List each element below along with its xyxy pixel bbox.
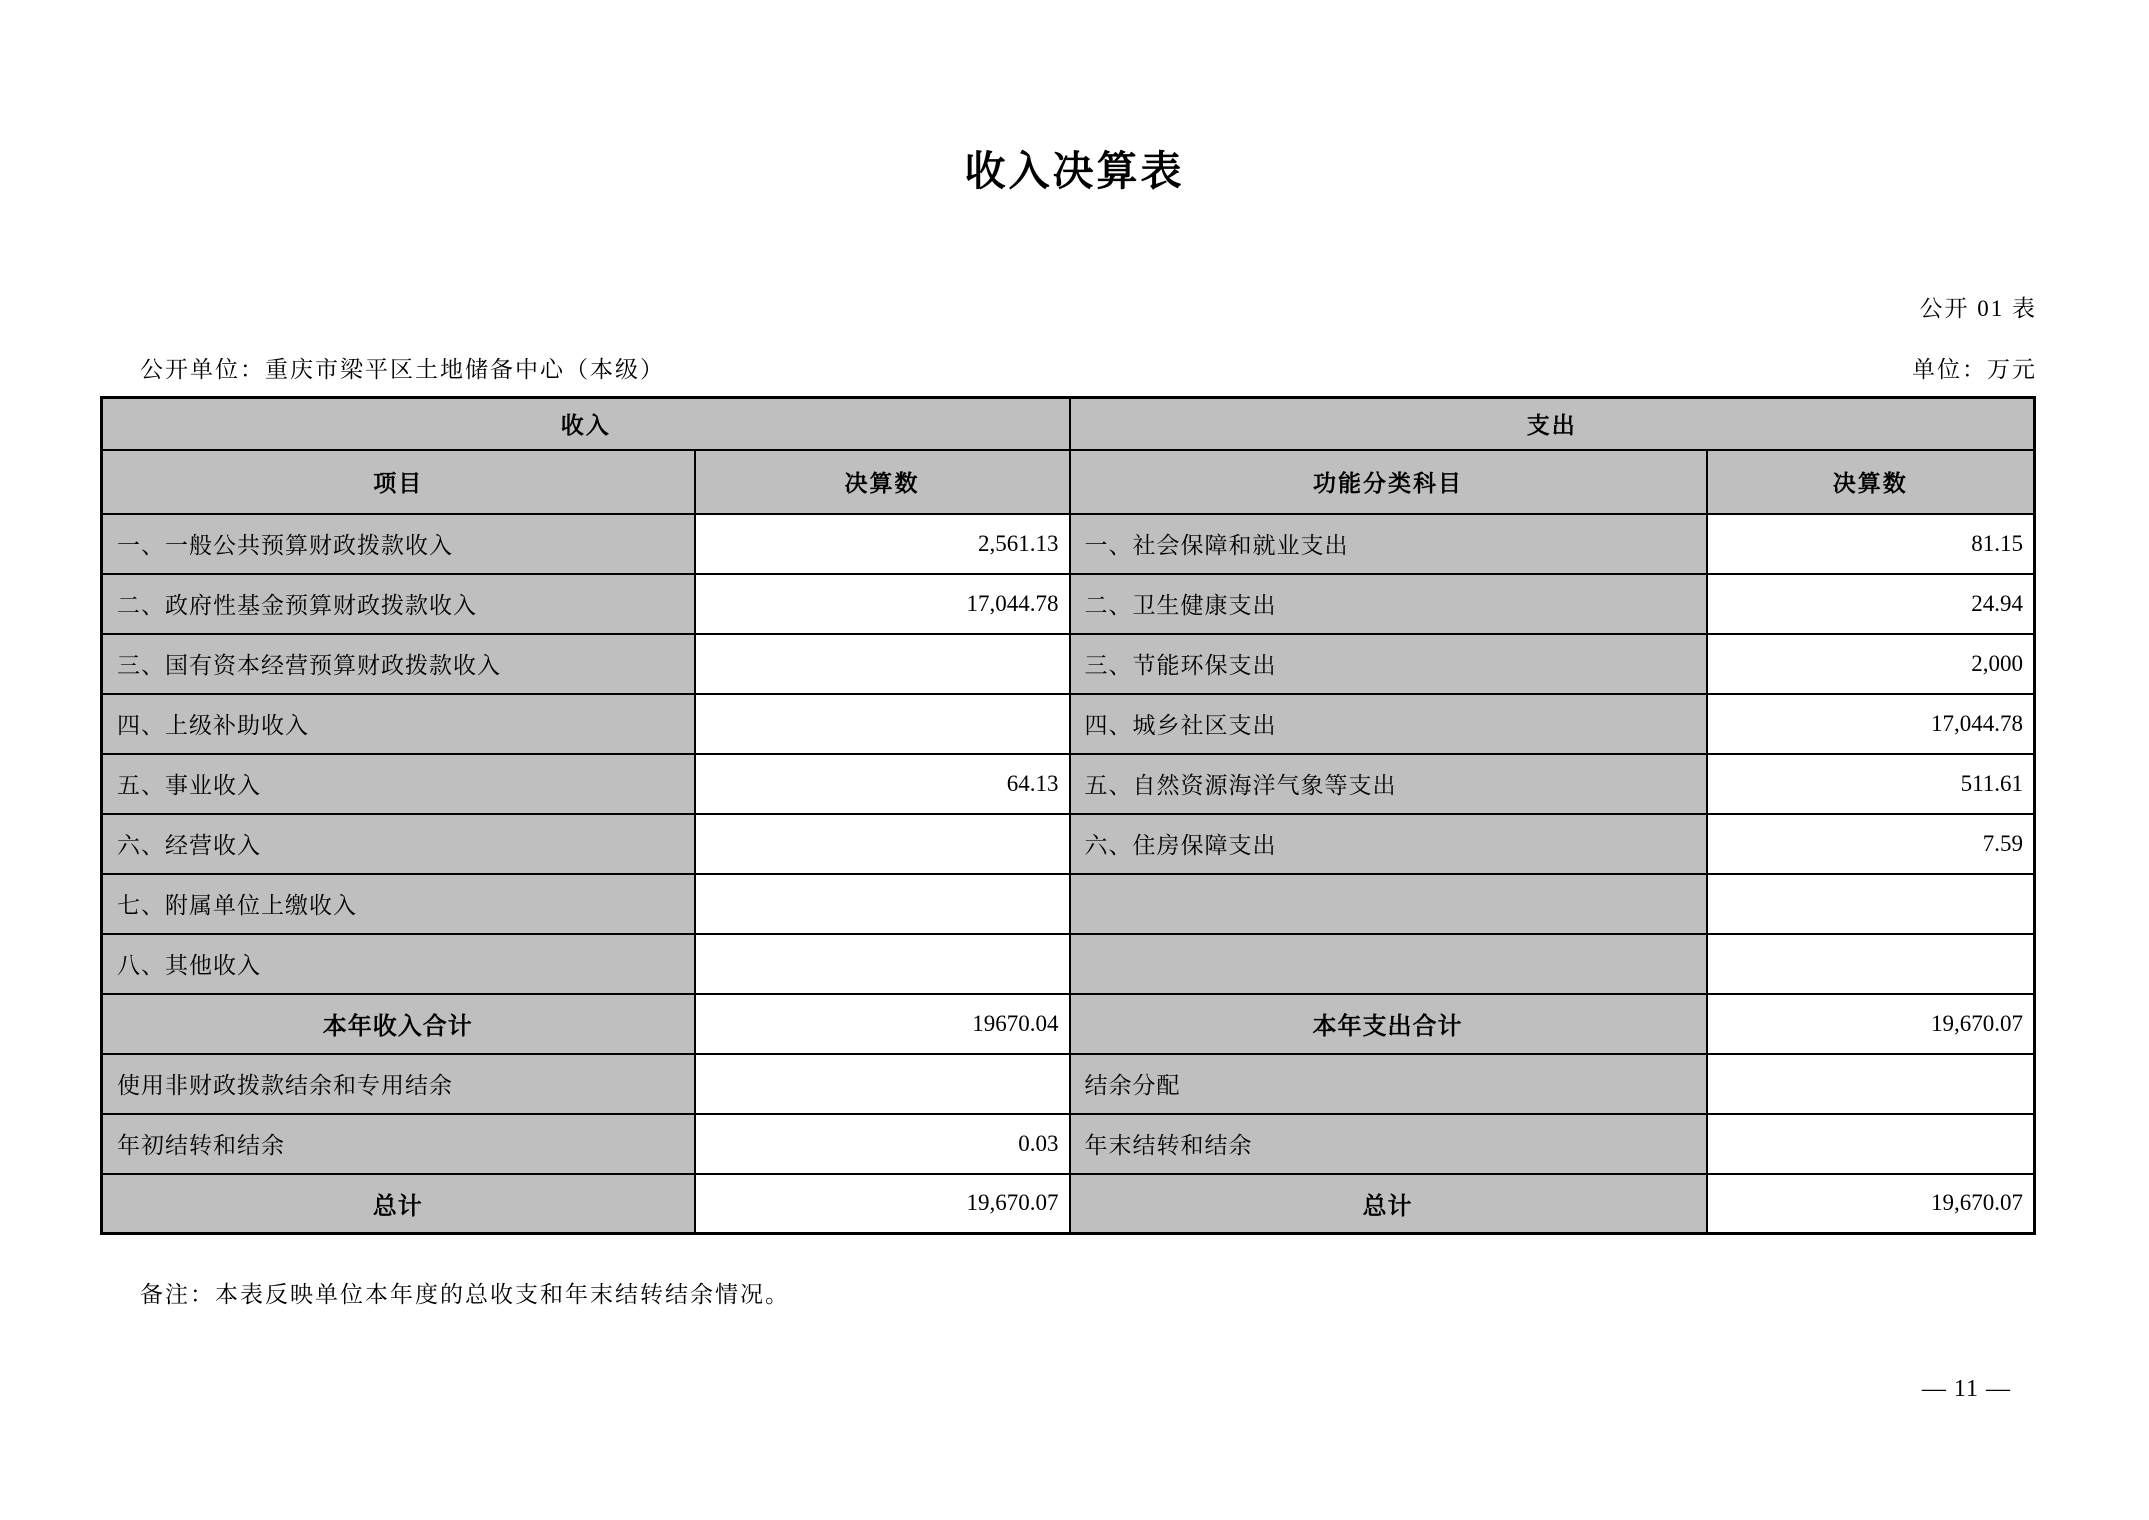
- income-value-cell: 19670.04: [695, 994, 1070, 1054]
- income-item-cell: 二、政府性基金预算财政拨款收入: [102, 574, 695, 634]
- table-row: [102, 1054, 2035, 1114]
- income-item-column-header: 项目: [102, 450, 695, 514]
- footnote: 备注：本表反映单位本年度的总收支和年末结转结余情况。: [140, 1282, 790, 1307]
- expense-item-cell: 三、节能环保支出: [1070, 634, 1707, 694]
- expense-item-cell: 五、自然资源海洋气象等支出: [1070, 754, 1707, 814]
- income-item-cell: 年初结转和结余: [102, 1114, 695, 1174]
- income-value-cell: [695, 934, 1070, 994]
- income-value-cell: [695, 874, 1070, 934]
- income-value-cell: [695, 634, 1070, 694]
- meta-line: [140, 351, 2037, 384]
- income-item-cell: 总计: [102, 1174, 695, 1234]
- income-item-cell: 八、其他收入: [102, 934, 695, 994]
- table-body: [102, 514, 2035, 1234]
- income-value-cell: [695, 814, 1070, 874]
- income-section-header: 收入: [102, 398, 1070, 450]
- expense-item-cell: 结余分配: [1070, 1054, 1707, 1114]
- income-item-cell: 七、附属单位上缴收入: [102, 874, 695, 934]
- table-row: [102, 1174, 2035, 1234]
- column-header-row: [102, 450, 2035, 514]
- income-value-cell: 64.13: [695, 754, 1070, 814]
- table-row: [102, 634, 2035, 694]
- expense-value-cell: 511.61: [1707, 754, 2035, 814]
- publishing-unit: 公开单位：重庆市梁平区土地储备中心（本级）: [140, 357, 665, 382]
- unit-of-measure: 单位：万元: [1912, 357, 2037, 382]
- table-row: [102, 934, 2035, 994]
- expense-section-header: 支出: [1070, 398, 2035, 450]
- income-amount-column-header: 决算数: [695, 450, 1070, 514]
- expense-value-cell: 7.59: [1707, 814, 2035, 874]
- income-item-cell: 一、一般公共预算财政拨款收入: [102, 514, 695, 574]
- table-row: [102, 694, 2035, 754]
- expense-value-cell: 17,044.78: [1707, 694, 2035, 754]
- section-header-row: [102, 398, 2035, 450]
- expense-value-cell: 2,000: [1707, 634, 2035, 694]
- income-value-cell: 2,561.13: [695, 514, 1070, 574]
- expense-item-cell: 总计: [1070, 1174, 1707, 1234]
- expense-amount-column-header: 决算数: [1707, 450, 2035, 514]
- table-row: [102, 1114, 2035, 1174]
- expense-value-cell: [1707, 874, 2035, 934]
- table-code: 公开 01 表: [1919, 296, 2037, 321]
- expense-item-cell: 二、卫生健康支出: [1070, 574, 1707, 634]
- table-row: [102, 754, 2035, 814]
- income-item-cell: 三、国有资本经营预算财政拨款收入: [102, 634, 695, 694]
- expense-value-cell: [1707, 934, 2035, 994]
- income-value-cell: 17,044.78: [695, 574, 1070, 634]
- expense-value-cell: 81.15: [1707, 514, 2035, 574]
- expense-item-cell: 四、城乡社区支出: [1070, 694, 1707, 754]
- expense-value-cell: 19,670.07: [1707, 1174, 2035, 1234]
- income-value-cell: [695, 694, 1070, 754]
- table-row: [102, 874, 2035, 934]
- expense-item-column-header: 功能分类科目: [1070, 450, 1707, 514]
- table-row: [102, 814, 2035, 874]
- expense-item-cell: 一、社会保障和就业支出: [1070, 514, 1707, 574]
- expense-item-cell: 六、住房保障支出: [1070, 814, 1707, 874]
- income-item-cell: 四、上级补助收入: [102, 694, 695, 754]
- income-item-cell: 五、事业收入: [102, 754, 695, 814]
- expense-item-cell: 年末结转和结余: [1070, 1114, 1707, 1174]
- table-row: [102, 994, 2035, 1054]
- table-row: [102, 514, 2035, 574]
- expense-value-cell: 24.94: [1707, 574, 2035, 634]
- expense-item-cell: [1070, 874, 1707, 934]
- budget-table: [100, 396, 2036, 1235]
- page-number: — 11 —: [1921, 1376, 2011, 1402]
- expense-value-cell: [1707, 1054, 2035, 1114]
- income-value-cell: 19,670.07: [695, 1174, 1070, 1234]
- income-item-cell: 六、经营收入: [102, 814, 695, 874]
- income-value-cell: [695, 1054, 1070, 1114]
- income-item-cell: 使用非财政拨款结余和专用结余: [102, 1054, 695, 1114]
- expense-item-cell: 本年支出合计: [1070, 994, 1707, 1054]
- table-row: [102, 574, 2035, 634]
- expense-item-cell: [1070, 934, 1707, 994]
- income-value-cell: 0.03: [695, 1114, 1070, 1174]
- page-title: 收入决算表: [964, 148, 1185, 194]
- income-item-cell: 本年收入合计: [102, 994, 695, 1054]
- expense-value-cell: [1707, 1114, 2035, 1174]
- expense-value-cell: 19,670.07: [1707, 994, 2035, 1054]
